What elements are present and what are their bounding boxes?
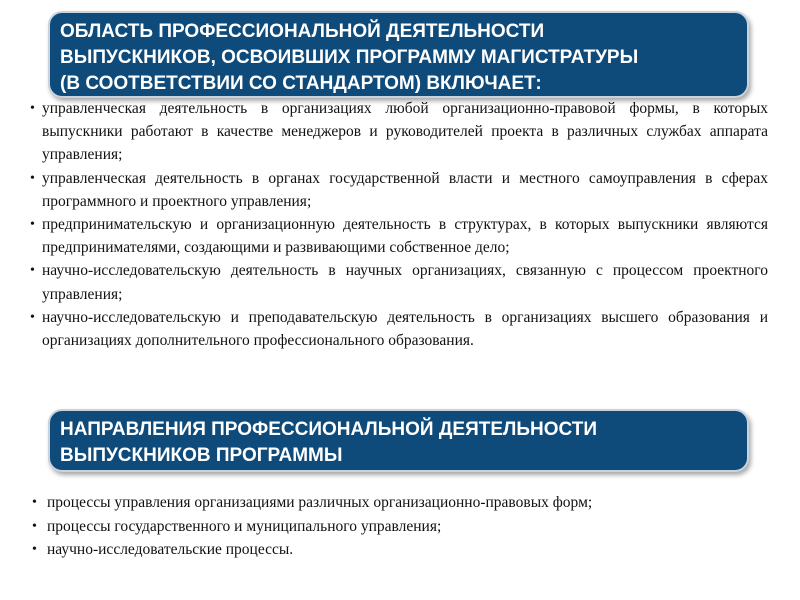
section1-title-line: ОБЛАСТЬ ПРОФЕССИОНАЛЬНОЙ ДЕЯТЕЛЬНОСТИ — [60, 21, 545, 42]
activity-directions-list — [32, 491, 772, 562]
list-item — [30, 306, 768, 352]
list-item — [32, 538, 772, 562]
section1-header — [48, 11, 749, 98]
list-item — [30, 167, 768, 213]
activity-areas-list — [30, 97, 768, 352]
list-item-text: управленческая деятельность в организациях любой организационно-правовой формы, в которых выпускники работают в качестве менеджеров и руководителей проекта в различных службах аппарата управления; — [42, 100, 768, 164]
list-item-text: научно-исследовательскую деятельность в научных организациях, связанную с процессом проектного управления; — [42, 262, 768, 303]
bullet-icon: • — [30, 263, 35, 279]
list-item — [30, 259, 768, 305]
section2-title-line: ВЫПУСКНИКОВ ПРОГРАММЫ — [60, 445, 343, 466]
bullet-icon: • — [32, 495, 37, 510]
bullet-icon: • — [30, 170, 35, 186]
bullet-icon: • — [32, 542, 37, 557]
bullet-icon: • — [32, 518, 37, 534]
list-item — [30, 213, 768, 259]
list-item — [32, 491, 772, 515]
list-item-text: научно-исследовательские процессы. — [47, 541, 294, 558]
list-item — [32, 515, 772, 539]
list-item-text: научно-исследовательскую и преподавательскую деятельность в организациях высшего образования и организациях дополнительного профессионального образования. — [42, 308, 768, 350]
list-item-text: процессы государственного и муниципального управления; — [47, 517, 442, 535]
section1-title-line: ВЫПУСКНИКОВ, ОСВОИВШИХ ПРОГРАММУ МАГИСТРАТУРЫ — [60, 47, 639, 68]
list-item-text: процессы управления организациями различных организационно-правовых форм; — [47, 494, 593, 511]
section2-title-line: НАПРАВЛЕНИЯ ПРОФЕССИОНАЛЬНОЙ ДЕЯТЕЛЬНОСТИ — [60, 419, 598, 440]
bullet-icon: • — [30, 217, 35, 233]
bullet-icon: • — [30, 101, 35, 116]
bullet-icon: • — [30, 309, 35, 325]
section1-title-line: (В СООТВЕТСТВИИ СО СТАНДАРТОМ) ВКЛЮЧАЕТ: — [60, 73, 542, 94]
list-item — [30, 97, 768, 167]
list-item-text: управленческая деятельность в органах государственной власти и местного самоуправления в сферах программного и проектного управления; — [42, 169, 768, 210]
list-item-text: предпринимательскую и организационную деятельность в структурах, в которых выпускники являются предпринимателями, создающими и развивающими собственное дело; — [42, 216, 768, 257]
section2-header — [48, 409, 749, 472]
